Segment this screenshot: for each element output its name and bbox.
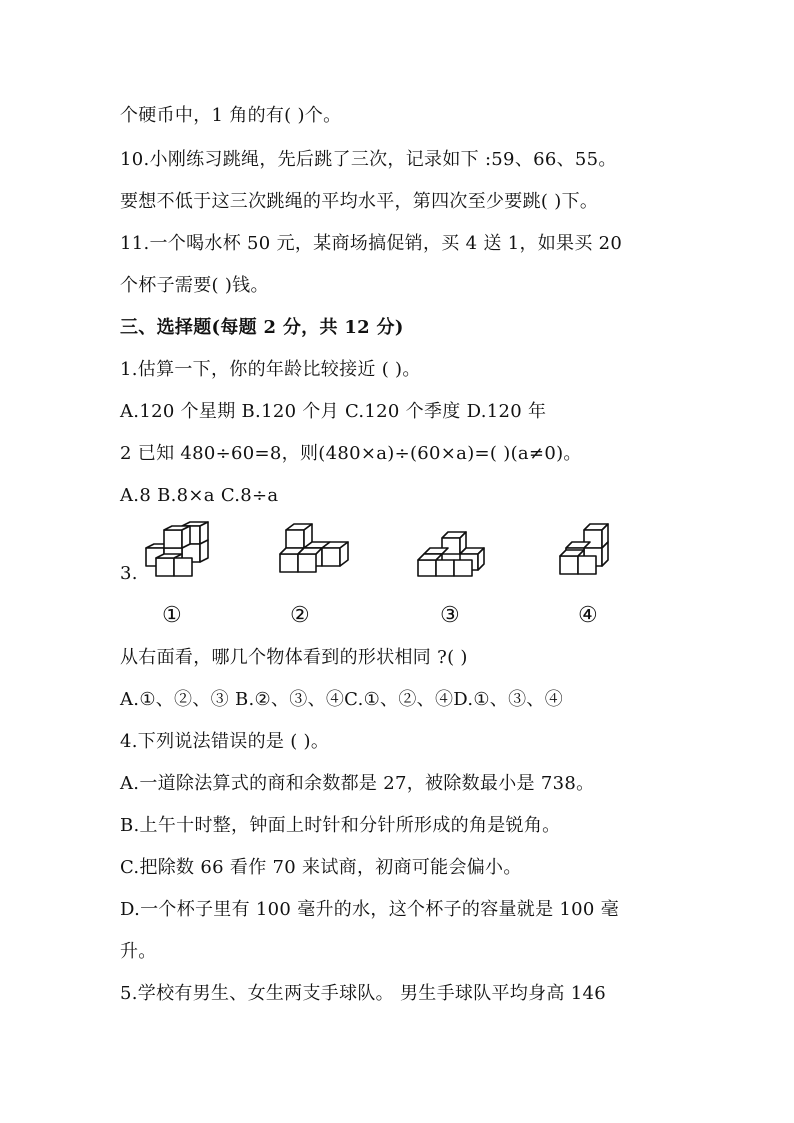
figure-label-1: ① [162,603,182,628]
choice-question-5: 5.学校有男生、女生两支手球队。 男生手球队平均身高 146 [120,983,606,1004]
figure-label-2: ② [290,603,310,628]
choice-question-4-option-d: D.一个杯子里有 100 毫升的水，这个杯子的容量就是 100 毫 [120,899,620,920]
choice-question-2: 2 已知 480÷60=8，则(480×a)÷(60×a)=( )(a≠0)。 [120,443,582,464]
choice-question-4-option-b: B.上午十时整，钟面上时针和分针所形成的角是锐角。 [120,815,561,836]
choice-question-3-options: A.①、②、③ B.②、③、④C.①、②、④D.①、③、④ [120,689,564,710]
cube-figure-2 [276,522,356,580]
cube-figure-3 [414,530,494,580]
choice-question-1: 1.估算一下，你的年龄比较接近 ( )。 [120,359,421,380]
choice-question-3-label: 3. [120,563,138,584]
choice-question-4-option-d-cont: 升。 [120,941,157,962]
figure-label-4: ④ [578,603,598,628]
question-11: 11.一个喝水杯 50 元，某商场搞促销，买 4 送 1，如果买 20 [120,233,623,254]
choice-question-4-option-c: C.把除数 66 看作 70 来试商，初商可能会偏小。 [120,857,522,878]
question-11-cont: 个杯子需要( )钱。 [120,275,269,296]
choice-question-4: 4.下列说法错误的是 ( )。 [120,731,330,752]
question-10: 10.小刚练习跳绳，先后跳了三次，记录如下 :59、66、55。 [120,149,617,170]
choice-question-3: 从右面看，哪几个物体看到的形状相同 ?( ) [120,647,468,668]
question-10-cont: 要想不低于这三次跳绳的平均水平，第四次至少要跳( )下。 [120,191,599,212]
choice-question-4-option-a: A.一道除法算式的商和余数都是 27，被除数最小是 738。 [120,773,595,794]
cube-figure-4 [556,522,616,580]
section-heading: 三、选择题(每题 2 分，共 12 分) [120,317,404,338]
figure-label-3: ③ [440,603,460,628]
choice-question-2-options: A.8 B.8×a C.8÷a [120,485,279,506]
cube-figure-1 [142,520,212,580]
text-line: 个硬币中，1 角的有( )个。 [120,105,342,126]
choice-question-1-options: A.120 个星期 B.120 个月 C.120 个季度 D.120 年 [120,401,547,422]
